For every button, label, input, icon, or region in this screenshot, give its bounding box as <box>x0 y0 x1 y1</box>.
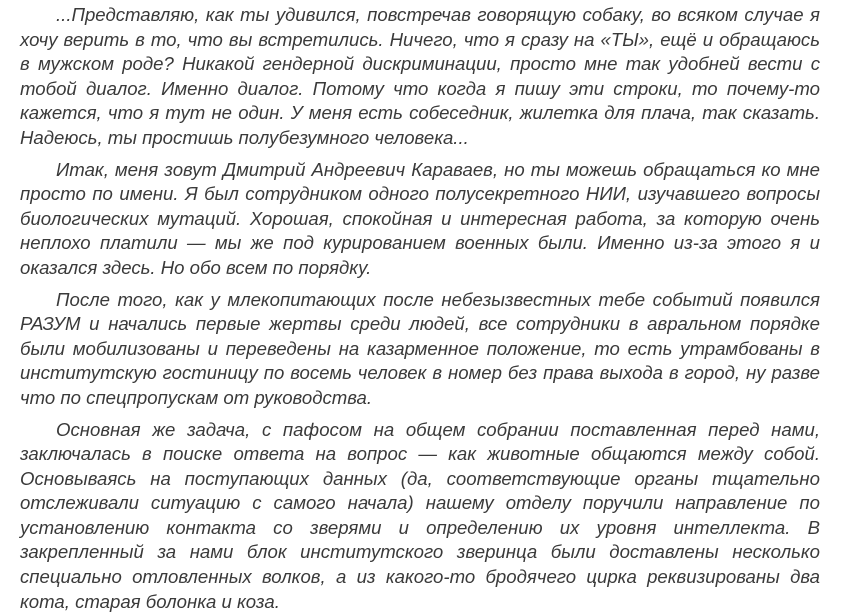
paragraph-3: После того, как у млекопитающих после небезызвестных тебе событий появился РАЗУМ и начались первые жертвы среди людей, все сотрудники в авральном порядке были мобилизованы и переведены на казарменное положение, то есть утрамбованы в институтскую гостиницу по восемь человек в номер без права выхода в город, ну разве что по спецпропускам от руководства. <box>20 288 820 411</box>
paragraph-2: Итак, меня зовут Дмитрий Андреевич Караваев, но ты можешь обращаться ко мне просто по имени. Я был сотрудником одного полусекретного НИИ, изучавшего вопросы биологических мутаций. Хорошая, спокойная и интересная работа, за которую очень неплохо платили — мы же под курированием военных были. Именно из-за этого я и оказался здесь. Но обо всем по порядку. <box>20 158 820 281</box>
paragraph-4: Основная же задача, с пафосом на общем собрании поставленная перед нами, заключалась в поиске ответа на вопрос — как животные общаются между собой. Основываясь на поступающих данных (да, соответствующие органы тщательно отслеживали ситуацию с самого начала) нашему отделу поручили направление по установлению контакта со зверями и определению их уровня интеллекта. В закрепленный за нами блок институтского зверинца были доставлены несколько специально отловленных волков, а из какого-то бродячего цирка реквизированы два кота, старая болонка и коза. <box>20 418 820 614</box>
document-page <box>20 0 820 614</box>
paragraph-1: ...Представляю, как ты удивился, повстречав говорящую собаку, во всяком случае я хочу верить в то, что вы встретились. Ничего, что я сразу на «ТЫ», ещё и обращаюсь в мужском роде? Никакой гендерной дискриминации, просто мне так удобней вести с тобой диалог. Именно диалог. Потому что когда я пишу эти строки, то почему-то кажется, что я тут не один. У меня есть собеседник, жилетка для плача, так сказать. Надеюсь, ты простишь полубезумного человека... <box>20 0 820 151</box>
